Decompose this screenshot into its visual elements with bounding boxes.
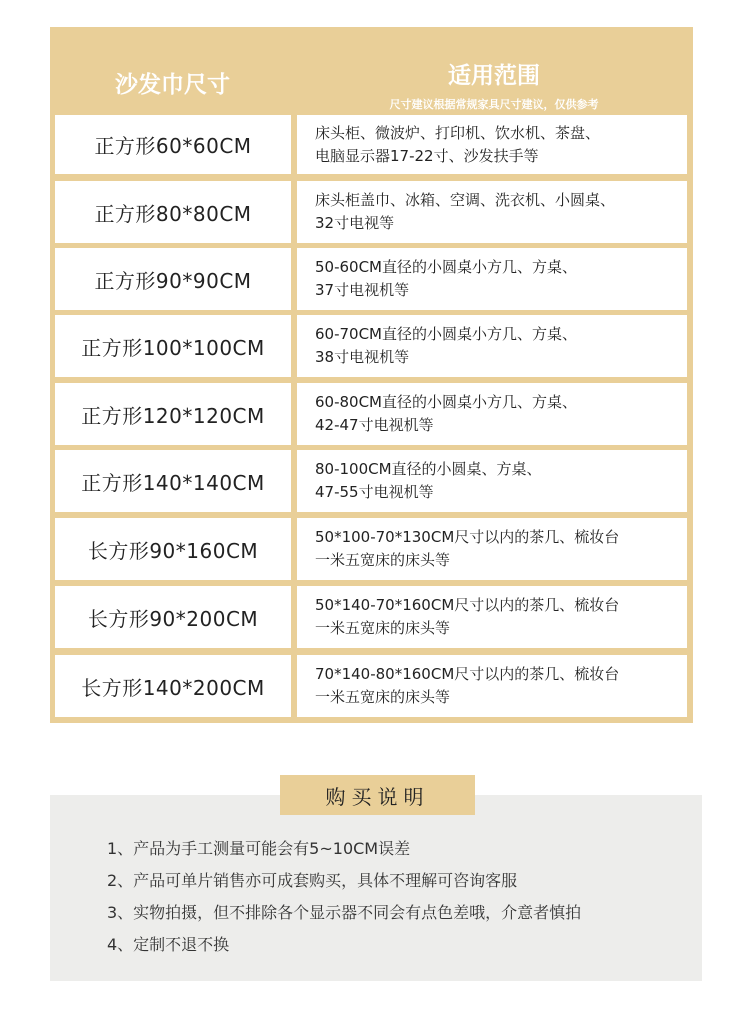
usage-cell xyxy=(297,586,687,648)
usage-header-title: 适用范围 xyxy=(448,62,540,89)
usage-line: 32寸电视等 xyxy=(315,214,395,232)
usage-line: 一米五宽床的床头等 xyxy=(315,551,451,569)
usage-cell xyxy=(297,383,687,445)
usage-line: 一米五宽床的床头等 xyxy=(315,688,451,706)
size-cell: 长方形90*200CM xyxy=(55,586,291,648)
size-table xyxy=(50,27,693,723)
usage-line: 38寸电视机等 xyxy=(315,348,410,366)
usage-cell xyxy=(297,450,687,512)
size-cell: 正方形140*140CM xyxy=(55,450,291,512)
size-cell: 正方形60*60CM xyxy=(55,115,291,174)
usage-cell xyxy=(297,518,687,580)
usage-cell xyxy=(297,115,687,174)
note-item: 3、实物拍摄，但不排除各个显示器不同会有点色差哦，介意者慎拍 xyxy=(107,903,582,922)
note-item: 4、定制不退不换 xyxy=(107,935,230,954)
usage-line: 床头柜、微波炉、打印机、饮水机、茶盘、 xyxy=(315,123,601,142)
usage-cell xyxy=(297,248,687,310)
usage-line: 50*100-70*130CM尺寸以内的茶几、梳妆台 xyxy=(315,528,620,546)
usage-cell xyxy=(297,181,687,243)
usage-line: 一米五宽床的床头等 xyxy=(315,619,451,637)
size-cell: 正方形90*90CM xyxy=(55,248,291,310)
note-item: 2、产品可单片销售亦可成套购买，具体不理解可咨询客服 xyxy=(107,871,518,890)
size-column-header: 沙发巾尺寸 xyxy=(115,71,230,98)
usage-line: 电脑显示器17-22寸、沙发扶手等 xyxy=(315,146,539,165)
purchase-notes-title: 购买说明 xyxy=(280,775,475,815)
usage-cell xyxy=(297,315,687,377)
usage-line: 60-70CM直径的小圆桌小方几、方桌、 xyxy=(315,325,578,343)
usage-line: 42-47寸电视机等 xyxy=(315,416,434,434)
usage-line: 50*140-70*160CM尺寸以内的茶几、梳妆台 xyxy=(315,596,620,614)
note-item: 1、产品为手工测量可能会有5~10CM误差 xyxy=(107,839,411,858)
size-cell: 正方形80*80CM xyxy=(55,181,291,243)
size-cell: 长方形140*200CM xyxy=(55,655,291,717)
size-cell: 长方形90*160CM xyxy=(55,518,291,580)
usage-line: 50-60CM直径的小圆桌小方几、方桌、 xyxy=(315,258,578,276)
usage-line: 70*140-80*160CM尺寸以内的茶几、梳妆台 xyxy=(315,665,620,683)
usage-header-subtitle: 尺寸建议根据常规家具尺寸建议，仅供参考 xyxy=(389,97,599,111)
size-cell: 正方形120*120CM xyxy=(55,383,291,445)
usage-cell xyxy=(297,655,687,717)
usage-line: 47-55寸电视机等 xyxy=(315,483,434,501)
usage-line: 60-80CM直径的小圆桌小方几、方桌、 xyxy=(315,393,578,411)
usage-line: 80-100CM直径的小圆桌、方桌、 xyxy=(315,460,542,478)
usage-line: 37寸电视机等 xyxy=(315,281,410,299)
usage-line: 床头柜盖巾、冰箱、空调、洗衣机、小圆桌、 xyxy=(315,191,616,209)
size-cell: 正方形100*100CM xyxy=(55,315,291,377)
